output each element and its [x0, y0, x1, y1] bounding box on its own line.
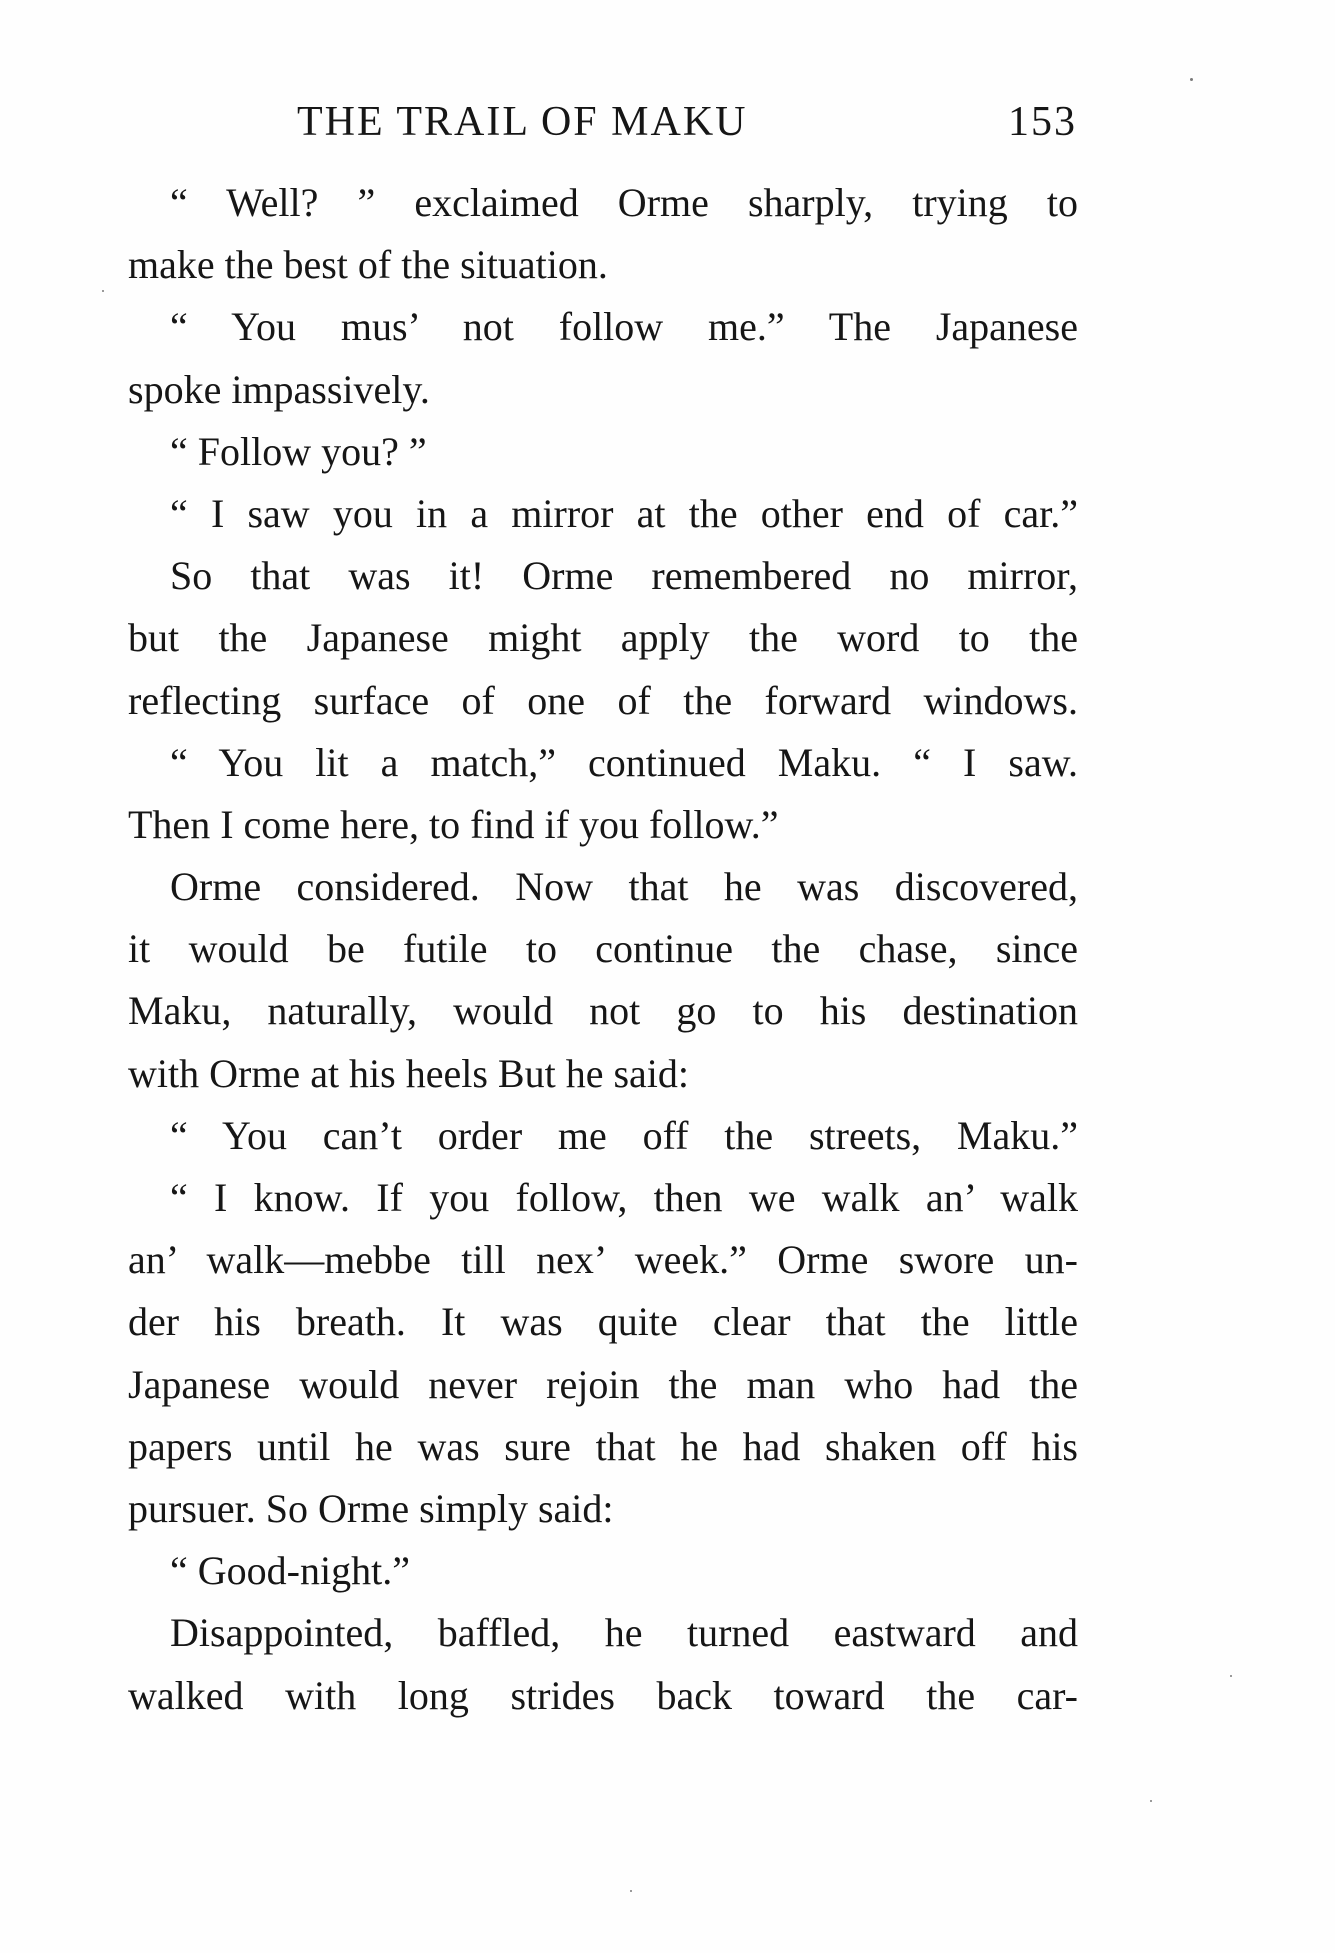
text-line: Disappointed, baffled, he turned eastward and — [170, 1610, 1078, 1656]
text-line: “ You mus’ not follow me.” The Japanese — [170, 304, 1078, 350]
text-line: Orme considered. Now that he was discovered, — [170, 864, 1078, 910]
paper-speck — [1190, 78, 1193, 81]
text-line: Japanese would never rejoin the man who had the — [128, 1361, 1078, 1407]
body-text — [128, 172, 1078, 1727]
text-line: “ You lit a match,” continued Maku. “ I saw. — [170, 739, 1078, 785]
text-line: Maku, naturally, would not go to his destination — [128, 988, 1078, 1034]
text-line: it would be futile to continue the chase, since — [128, 926, 1078, 972]
running-title: THE TRAIL OF MAKU — [297, 99, 748, 145]
text-line: spoke impassively. — [128, 366, 430, 412]
text-line: “ I saw you in a mirror at the other end of car.” — [170, 490, 1078, 536]
running-head — [297, 98, 1077, 158]
text-line: an’ walk—mebbe till nex’ week.” Orme swore un- — [128, 1237, 1078, 1283]
text-line: reflecting surface of one of the forward windows. — [128, 677, 1078, 723]
text-line: So that was it! Orme remembered no mirror, — [170, 553, 1078, 599]
text-line: “ I know. If you follow, then we walk an’ walk — [170, 1175, 1078, 1220]
text-line: make the best of the situation. — [128, 242, 608, 288]
text-line: but the Japanese might apply the word to the — [128, 615, 1078, 661]
text-line: “ Well? ” exclaimed Orme sharply, trying to — [170, 180, 1078, 225]
paper-speck — [1150, 1800, 1152, 1802]
text-line: “ You can’t order me off the streets, Maku.” — [170, 1112, 1078, 1158]
text-line: walked with long strides back toward the car- — [128, 1672, 1078, 1718]
text-line: pursuer. So Orme simply said: — [128, 1485, 614, 1531]
text-line: Then I come here, to find if you follow.” — [128, 801, 779, 847]
page-number: 153 — [1008, 99, 1077, 145]
text-line: with Orme at his heels But he said: — [128, 1050, 690, 1096]
paper-speck — [1230, 1675, 1232, 1677]
text-line: “ Follow you? ” — [170, 428, 427, 474]
text-line: “ Good-night.” — [170, 1548, 410, 1594]
text-line: papers until he was sure that he had shaken off his — [128, 1423, 1078, 1469]
paper-speck — [630, 1890, 632, 1892]
paper-speck — [102, 290, 104, 292]
text-line: der his breath. It was quite clear that the little — [128, 1299, 1078, 1345]
